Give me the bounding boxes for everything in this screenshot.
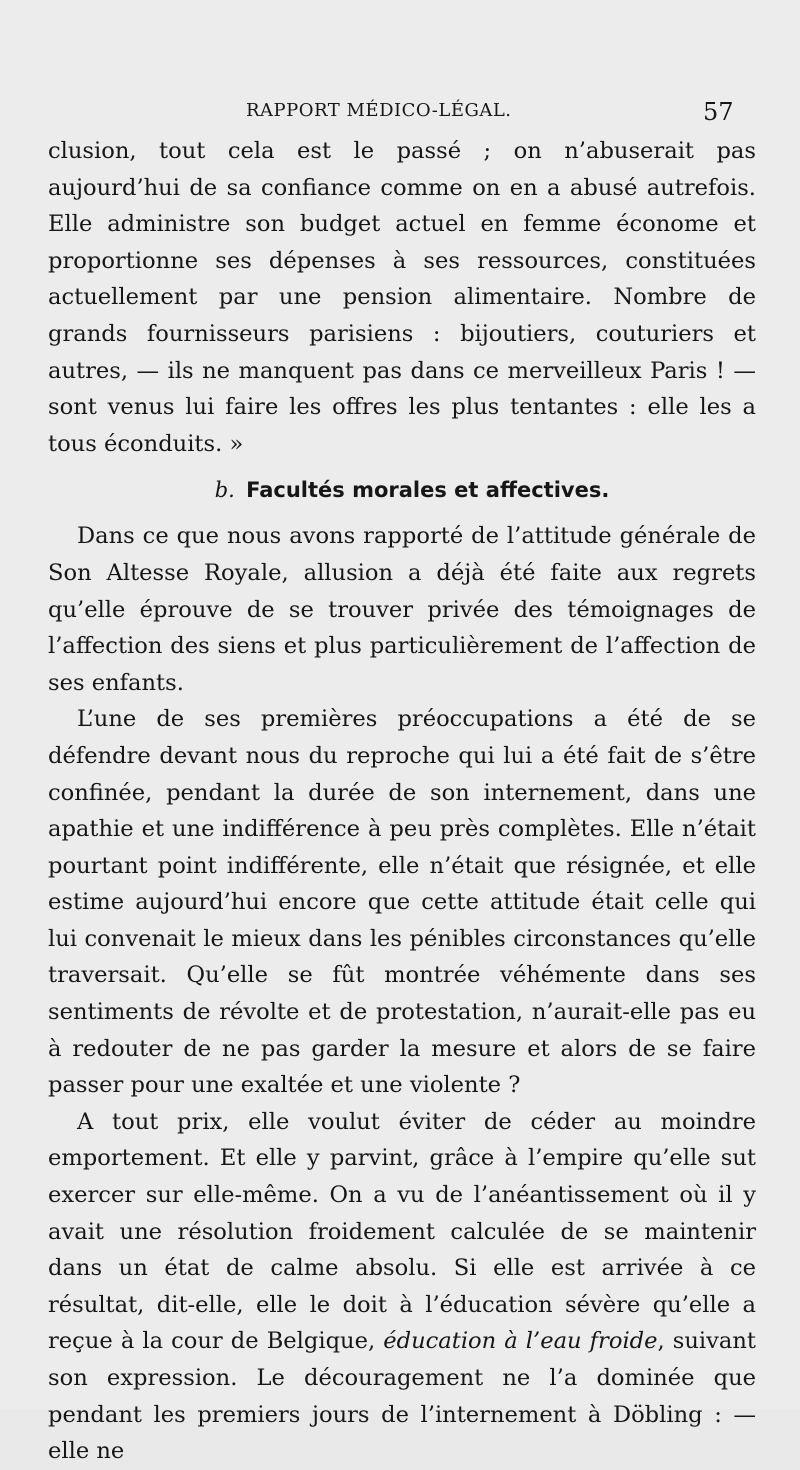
paragraph: Dans ce que nous avons rapporté de l’attitude générale de Son Altesse Royale, allusion a déjà été faite aux regrets qu’elle éprouve de se trouver privée des témoignages de l’affection des siens et plus particulièrement de l’affection de ses enfants. (48, 523, 756, 696)
paragraph (48, 1104, 756, 1470)
page-number: 57 (703, 98, 734, 126)
body-text (48, 133, 756, 1470)
running-head: RAPPORT MÉDICO-LÉGAL. (246, 100, 512, 121)
section-title: Facultés morales et affectives. (246, 478, 610, 503)
paragraph-text: A tout prix, elle voulut éviter de céder au moindre emportement. Et elle y parvint, grâce à l’empire qu’elle sut exercer sur elle-même. On a vu de l’anéantissement où il y avait une résolution froidement calculée de se maintenir dans un état de calme absolu. Si elle est arrivée à ce résultat, dit-elle, elle le doit à l’éducation sévère qu’elle a reçue à la cour de Belgique, (48, 1108, 756, 1355)
italic-phrase: éducation à l’eau froide (383, 1328, 658, 1355)
paragraph-continuation: clusion, tout cela est le passé ; on n’abuserait pas aujourd’hui de sa confiance comme on en a abusé autrefois. Elle administre son budget actuel en femme économe et proportionne ses dépenses à ses ressources, constituées actuellement par une pension alimentaire. Nombre de grands fournisseurs parisiens : bijoutiers, couturiers et autres, — ils ne manquent pas dans ce merveilleux Paris ! — sont venus lui faire les offres les plus tentantes : elle les a tous éconduits. » (48, 138, 756, 457)
page-header (0, 94, 800, 130)
paragraph-text: , suivant son expression. Le découragement ne l’a dominée que pendant les premiers jours de l’internement à Döbling : — elle ne (48, 1328, 757, 1465)
paragraph: L’une de ses premières préoccupations a été de se défendre devant nous du reproche qui lui a été fait de s’être confinée, pendant la durée de son internement, dans une apathie et une indifférence à peu près complètes. Elle n’était pourtant point indifférente, elle n’était que résignée, et elle estime aujourd’hui encore que cette attitude était celle qui lui convenait le mieux dans les pénibles circonstances qu’elle traversait. Qu’elle se fût montrée véhémente dans ses sentiments de révolte et de protestation, n’aurait-elle pas eu à redouter de ne pas garder la mesure et alors de se faire passer pour une exaltée et une violente ? (48, 706, 756, 1099)
section-number: b. (214, 478, 235, 503)
section-heading (48, 472, 756, 508)
